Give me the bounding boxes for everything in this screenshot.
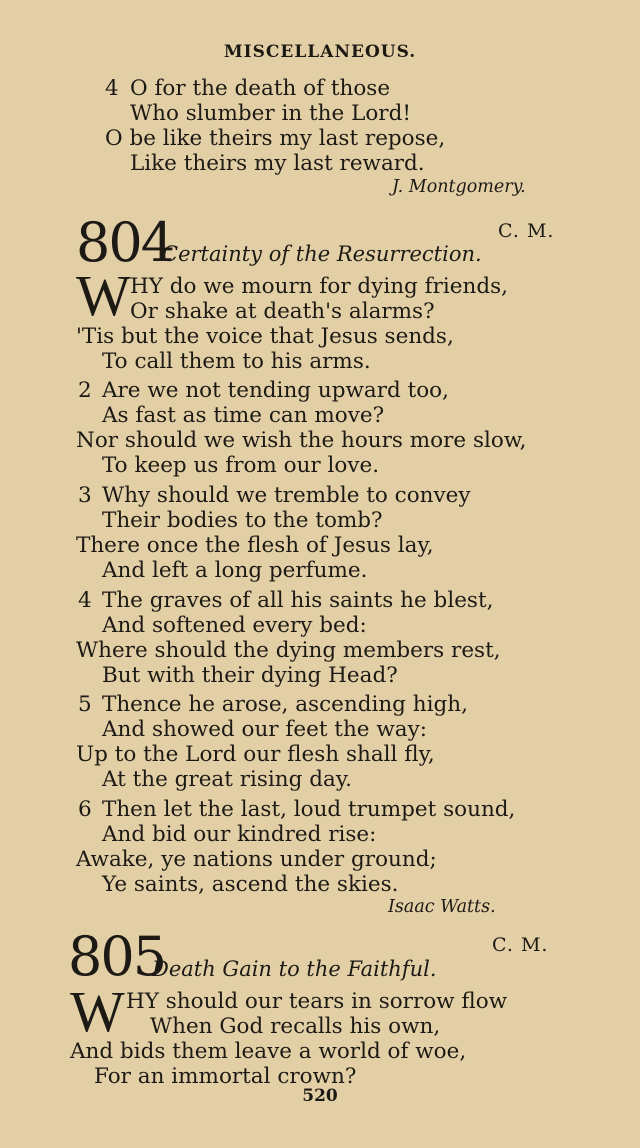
stanza-number: 5 bbox=[78, 692, 92, 717]
verse-line: Their bodies to the tomb? bbox=[102, 508, 383, 533]
verse-line: Where should the dying members rest, bbox=[76, 638, 501, 663]
verse-line: O be like theirs my last repose, bbox=[105, 126, 446, 151]
stanza-number: 4 bbox=[78, 588, 92, 613]
verse-line: Thence he arose, ascending high, bbox=[102, 692, 468, 717]
verse-line: Why should we tremble to convey bbox=[102, 483, 471, 508]
verse-line: Up to the Lord our flesh shall fly, bbox=[76, 742, 435, 767]
verse-line: 'Tis but the voice that Jesus sends, bbox=[76, 324, 454, 349]
stanza-number: 2 bbox=[78, 378, 92, 403]
verse-line: Are we not tending upward too, bbox=[102, 378, 449, 403]
hymn-meter: C. M. bbox=[498, 220, 555, 242]
page-number: 520 bbox=[302, 1086, 338, 1106]
verse-line: And softened every bed: bbox=[102, 613, 367, 638]
verse-line: There once the flesh of Jesus lay, bbox=[76, 533, 434, 558]
verse-line: And bid our kindred rise: bbox=[102, 822, 377, 847]
verse-line: HY do we mourn for dying friends, bbox=[130, 274, 508, 299]
verse-line: Nor should we wish the hours more slow, bbox=[76, 428, 527, 453]
verse-line: As fast as time can move? bbox=[102, 403, 385, 428]
verse-line: Like theirs my last reward. bbox=[130, 151, 425, 176]
verse-line: The graves of all his saints he blest, bbox=[102, 588, 494, 613]
verse-line: And left a long perfume. bbox=[102, 558, 368, 583]
verse-line: To keep us from our love. bbox=[102, 453, 380, 478]
hymn-title: Death Gain to the Faithful. bbox=[152, 957, 437, 981]
drop-cap: W bbox=[76, 263, 131, 328]
stanza-number: 4 bbox=[105, 76, 119, 101]
verse-line: At the great rising day. bbox=[102, 767, 352, 792]
verse-line: For an immortal crown? bbox=[94, 1064, 357, 1089]
hymn-title: Certainty of the Resurrection. bbox=[162, 242, 482, 266]
verse-line: Or shake at death's alarms? bbox=[130, 299, 435, 324]
verse-line: HY should our tears in sorrow flow bbox=[126, 989, 508, 1014]
verse-line: Who slumber in the Lord! bbox=[130, 101, 411, 126]
running-head: MISCELLANEOUS. bbox=[223, 42, 417, 62]
hymn-number: 804 bbox=[76, 211, 174, 274]
verse-line: But with their dying Head? bbox=[102, 663, 398, 688]
verse-line: Awake, ye nations under ground; bbox=[76, 847, 437, 872]
hymn-author: J. Montgomery. bbox=[392, 177, 526, 197]
verse-line: And bids them leave a world of woe, bbox=[70, 1039, 467, 1064]
stanza-number: 6 bbox=[78, 797, 92, 822]
hymn-number: 805 bbox=[68, 925, 166, 988]
verse-line: Then let the last, loud trumpet sound, bbox=[102, 797, 516, 822]
drop-cap: W bbox=[70, 979, 125, 1044]
verse-line: When God recalls his own, bbox=[150, 1014, 441, 1039]
hymn-meter: C. M. bbox=[492, 934, 549, 956]
verse-line: To call them to his arms. bbox=[102, 349, 371, 374]
verse-line: O for the death of those bbox=[130, 76, 391, 101]
verse-line: Ye saints, ascend the skies. bbox=[102, 872, 399, 897]
verse-line: And showed our feet the way: bbox=[102, 717, 427, 742]
stanza-number: 3 bbox=[78, 483, 92, 508]
hymn-author: Isaac Watts. bbox=[388, 897, 496, 917]
